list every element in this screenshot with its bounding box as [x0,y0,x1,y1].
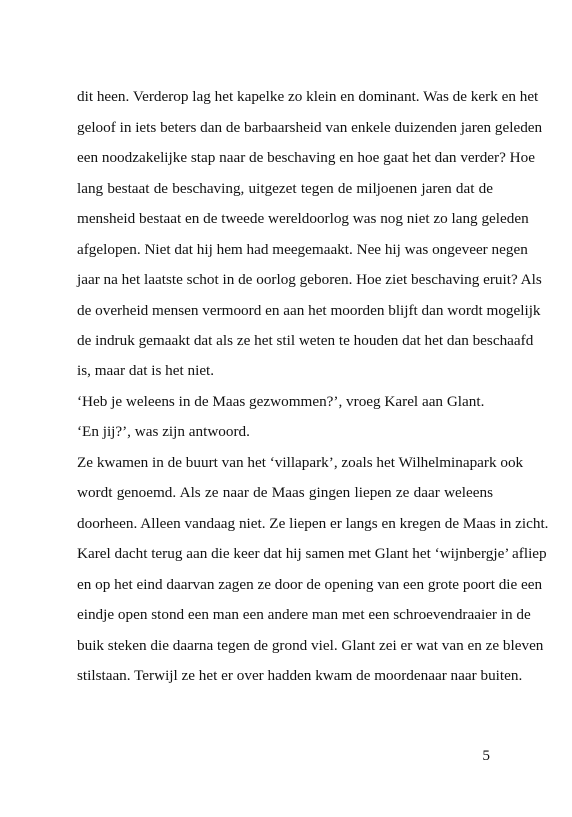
text-line: is, maar dat is het niet. [77,362,215,379]
text-line: buik steken die daarna tegen de grond viel. Glant zei er wat van en ze bleven [77,637,544,654]
text-line: jaar na het laatste schot in de oorlog geboren. Hoe ziet beschaving eruit? Als [77,271,542,288]
text-line: en op het eind daarvan zagen ze door de opening van een grote poort die een [77,576,543,593]
text-line: eindje open stond een man een andere man met een schroevendraaier in de [77,606,531,623]
text-line: wordt genoemd. Als ze naar de Maas gingen liepen ze daar weleens [77,484,493,501]
text-line: lang bestaat de beschaving, uitgezet tegen de miljoenen jaren dat de [77,180,493,197]
text-line: dit heen. Verderop lag het kapelke zo klein en dominant. Was de kerk en het [77,88,539,105]
text-line: ‘En jij?’, was zijn antwoord. [77,423,250,440]
text-line: de indruk gemaakt dat als ze het stil weten te houden dat het dan beschaafd [77,332,534,349]
text-line: een noodzakelijke stap naar de beschaving en hoe gaat het dan verder? Hoe [77,149,535,166]
text-line: stilstaan. Terwijl ze het er over hadden kwam de moordenaar naar buiten. [77,667,523,684]
text-line: ‘Heb je weleens in de Maas gezwommen?’, vroeg Karel aan Glant. [77,393,485,410]
text-line: afgelopen. Niet dat hij hem had meegemaakt. Nee hij was ongeveer negen [77,241,528,258]
page-number: 5 [482,747,490,764]
text-line: geloof in iets beters dan de barbaarsheid van enkele duizenden jaren geleden [77,119,543,136]
text-line: doorheen. Alleen vandaag niet. Ze liepen er langs en kregen de Maas in zicht. [77,515,549,532]
text-line: Karel dacht terug aan die keer dat hij samen met Glant het ‘wijnbergje’ afliep [77,545,547,562]
text-line: mensheid bestaat en de tweede wereldoorlog was nog niet zo lang geleden [77,210,529,227]
text-line: Ze kwamen in de buurt van het ‘villapark’, zoals het Wilhelminapark ook [77,454,524,471]
text-line: de overheid mensen vermoord en aan het moorden blijft dan wordt mogelijk [77,302,541,319]
